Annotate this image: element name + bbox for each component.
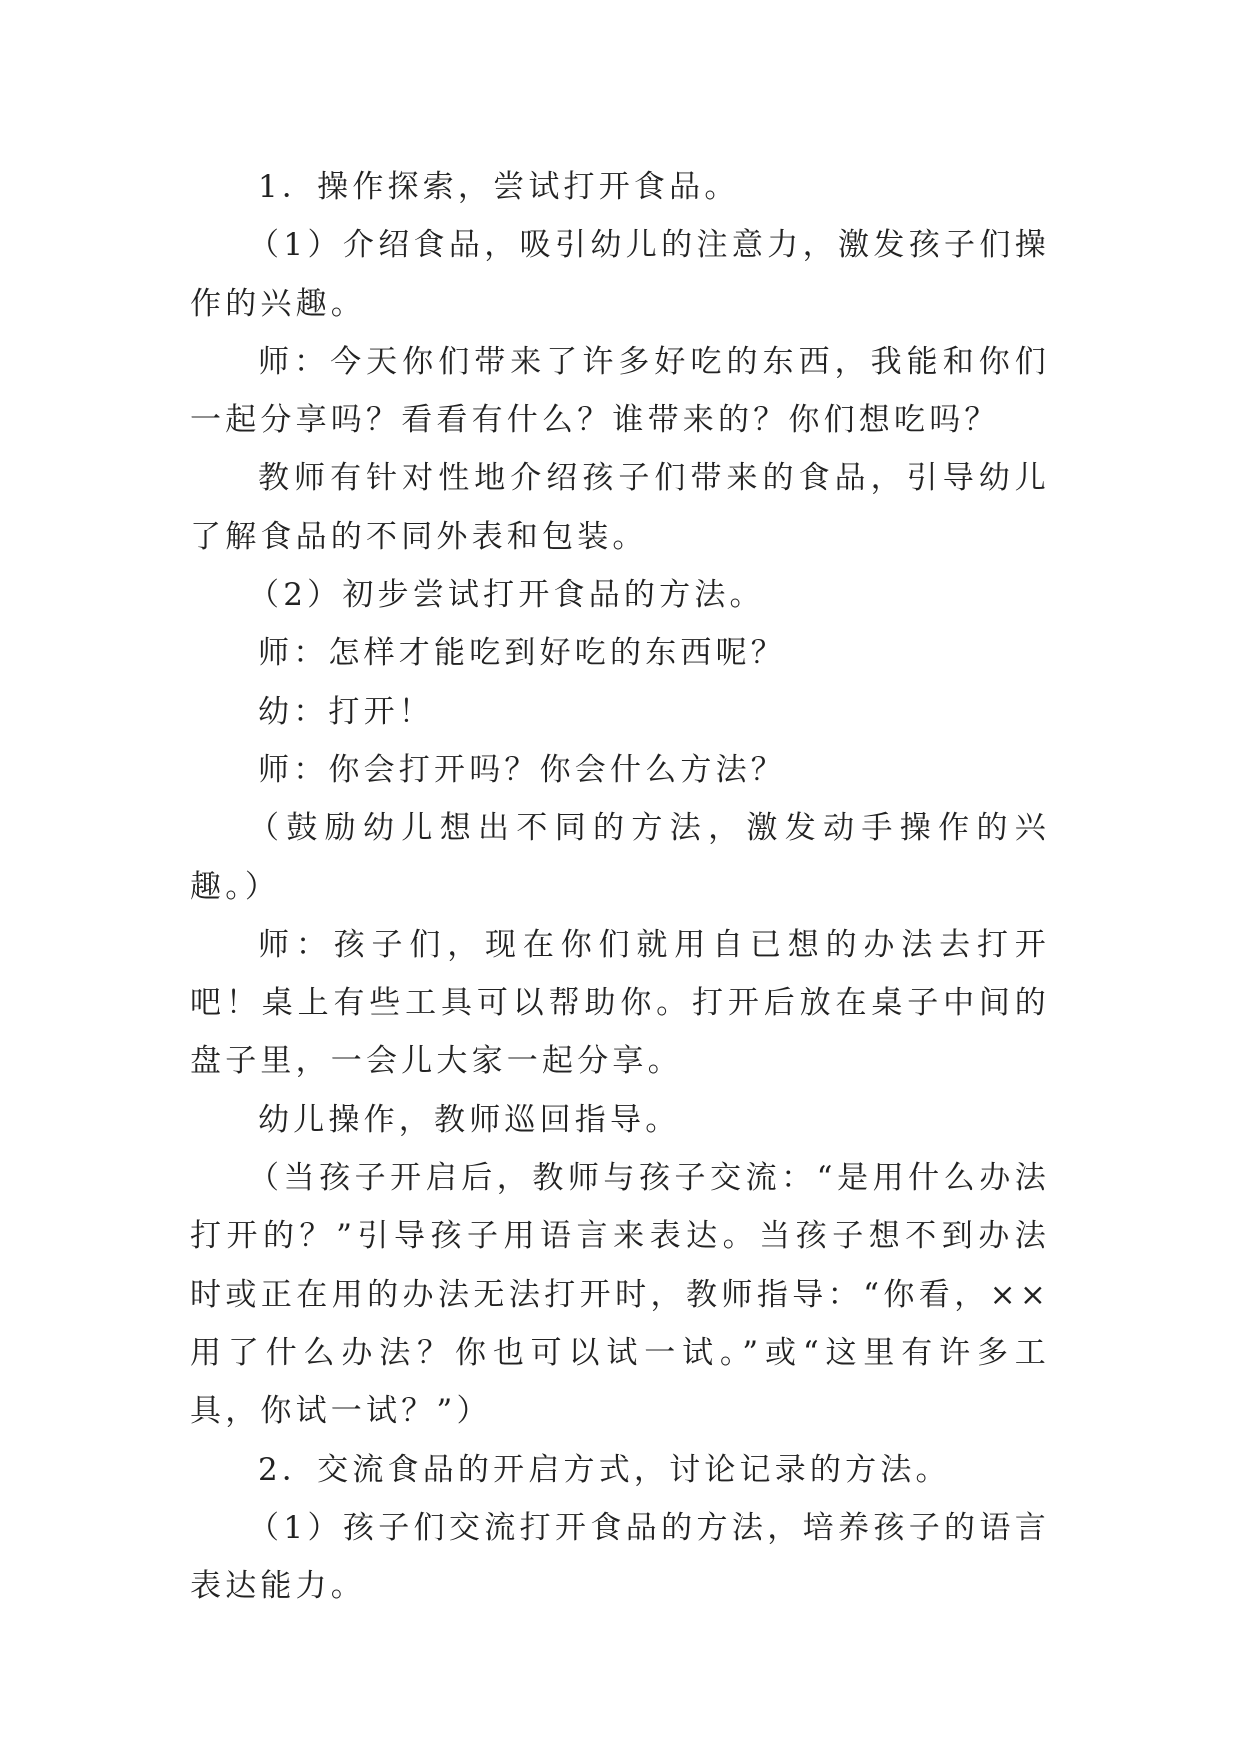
paragraph-teacher-question: 师：怎样才能吃到好吃的东西呢？: [258, 635, 786, 672]
paragraph-teacher-instruction: 师：孩子们，现在你们就用自已想的办法去打开吧！桌上有些工具可以帮助你。打开后放在桌子中间的盘子里，一会儿大家一起分享。: [190, 926, 1050, 1080]
paragraph-teacher-intro: 教师有针对性地介绍孩子们带来的食品，引导幼儿了解食品的不同外表和包装。: [190, 460, 1050, 555]
paragraph-child-answer: 幼：打开！: [258, 693, 434, 730]
paragraph-child-operation: 幼儿操作，教师巡回指导。: [258, 1101, 681, 1138]
paragraph-substep-1-1: （1）介绍食品，吸引幼儿的注意力，激发孩子们操作的兴趣。: [190, 227, 1050, 322]
paragraph-teacher-line: 师：今天你们带来了许多好吃的东西，我能和你们一起分享吗？看看有什么？谁带来的？你们想吃吗？: [190, 343, 1050, 439]
document-body: [190, 158, 1050, 1615]
paragraph-teacher-method-question: 师：你会打开吗？你会什么方法？: [258, 751, 786, 788]
paragraph-step-2-heading: 2．交流食品的开启方式，讨论记录的方法。: [258, 1451, 951, 1488]
paragraph-substep-2-1: （1）孩子们交流打开食品的方法，培养孩子的语言表达能力。: [190, 1509, 1050, 1605]
paragraph-note-guidance: （当孩子开启后，教师与孩子交流：“是用什么办法打开的？”引导孩子用语言来表达。当孩子想不到办法时或正在用的办法无法打开时，教师指导：“你看，××用了什么办法？你也可以试一试。”或“这里有许多工具，你试一试？”）: [190, 1160, 1050, 1430]
paragraph-step-1-heading: 1．操作探索，尝试打开食品。: [258, 169, 740, 205]
paragraph-note-encourage: （鼓励幼儿想出不同的方法，激发动手操作的兴趣。）: [190, 810, 1050, 905]
paragraph-substep-1-2: （2）初步尝试打开食品的方法。: [248, 577, 765, 614]
